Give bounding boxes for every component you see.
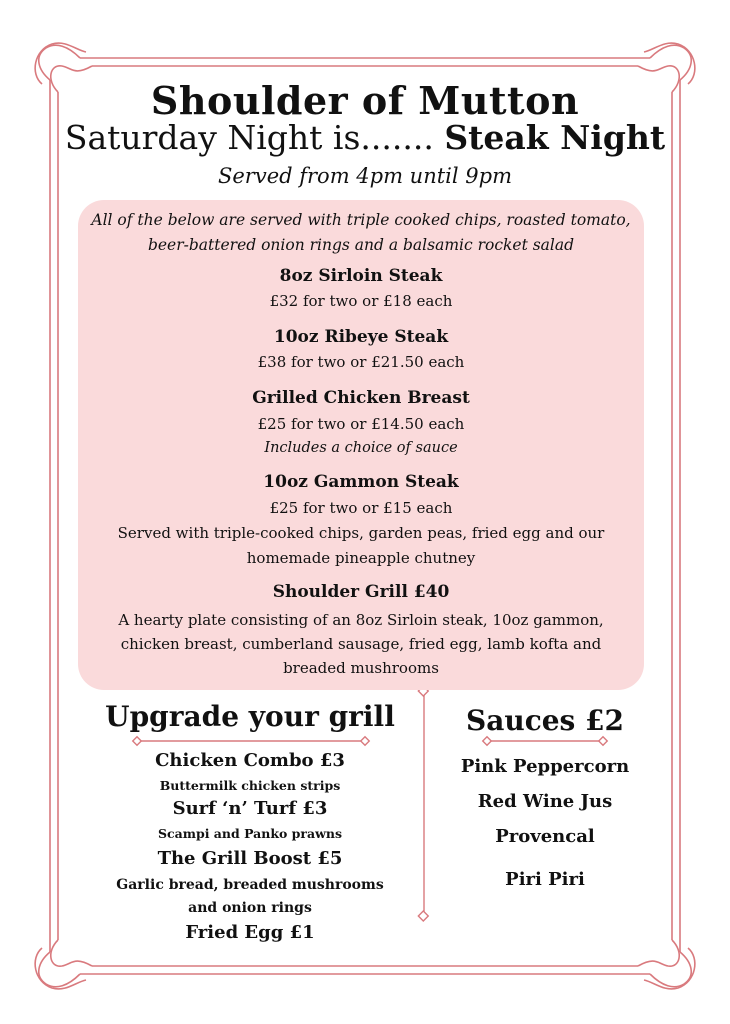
item-gammon-desc-2: homemade pineapple chutney	[246, 549, 476, 567]
subtitle-bold: Steak Night	[444, 118, 666, 157]
item-gammon-price: £25 for two or £15 each	[269, 499, 453, 517]
item-grill-desc-3: breaded mushrooms	[283, 659, 439, 677]
item-grill-desc-1: A hearty plate consisting of an 8oz Sirloin steak, 10oz gammon,	[118, 611, 604, 629]
subtitle-prefix: Saturday Night is.......	[64, 118, 434, 157]
item-chicken-name: Grilled Chicken Breast	[252, 388, 470, 408]
sauce-provencal: Provencal	[495, 826, 595, 847]
upgrade-fried-egg: Fried Egg £1	[185, 922, 315, 943]
item-gammon-desc-1: Served with triple-cooked chips, garden peas, fried egg and our	[117, 524, 605, 542]
upgrade-surf-turf-desc: Scampi and Panko prawns	[158, 826, 342, 841]
item-chicken-price: £25 for two or £14.50 each	[257, 415, 465, 433]
restaurant-title: Shoulder of Mutton	[150, 78, 580, 123]
upgrade-heading: Upgrade your grill	[105, 700, 395, 733]
menu-intro	[84, 208, 638, 258]
sauce-pink-peppercorn: Pink Peppercorn	[460, 756, 630, 777]
sauces-heading: Sauces £2	[465, 704, 625, 737]
upgrade-chicken-combo: Chicken Combo £3	[155, 750, 345, 771]
served-times: Served from 4pm until 9pm	[217, 164, 512, 188]
item-sirloin-price: £32 for two or £18 each	[269, 292, 453, 310]
sauce-piri-piri: Piri Piri	[505, 869, 585, 890]
item-grill-desc-2: chicken breast, cumberland sausage, fried egg, lamb kofta and	[120, 635, 602, 653]
upgrade-chicken-combo-desc: Buttermilk chicken strips	[159, 778, 341, 793]
item-gammon-name: 10oz Gammon Steak	[263, 472, 459, 492]
subtitle	[0, 118, 730, 157]
intro-line-2: beer-battered onion rings and a balsamic rocket salad	[147, 236, 575, 254]
item-sirloin-name: 8oz Sirloin Steak	[279, 266, 443, 286]
item-ribeye-price: £38 for two or £21.50 each	[257, 353, 465, 371]
item-grill-name: Shoulder Grill £40	[272, 582, 450, 602]
upgrade-grill-boost-desc-2: and onion rings	[188, 900, 312, 916]
upgrade-grill-boost-desc-1: Garlic bread, breaded mushrooms	[116, 877, 384, 893]
upgrade-grill-boost: The Grill Boost £5	[157, 848, 343, 869]
item-ribeye-name: 10oz Ribeye Steak	[273, 327, 449, 347]
sauce-red-wine-jus: Red Wine Jus	[477, 791, 613, 812]
upgrade-surf-turf: Surf ‘n’ Turf £3	[172, 798, 328, 819]
intro-line-1: All of the below are served with triple cooked chips, roasted tomato,	[91, 211, 631, 229]
item-chicken-note: Includes a choice of sauce	[264, 440, 458, 456]
